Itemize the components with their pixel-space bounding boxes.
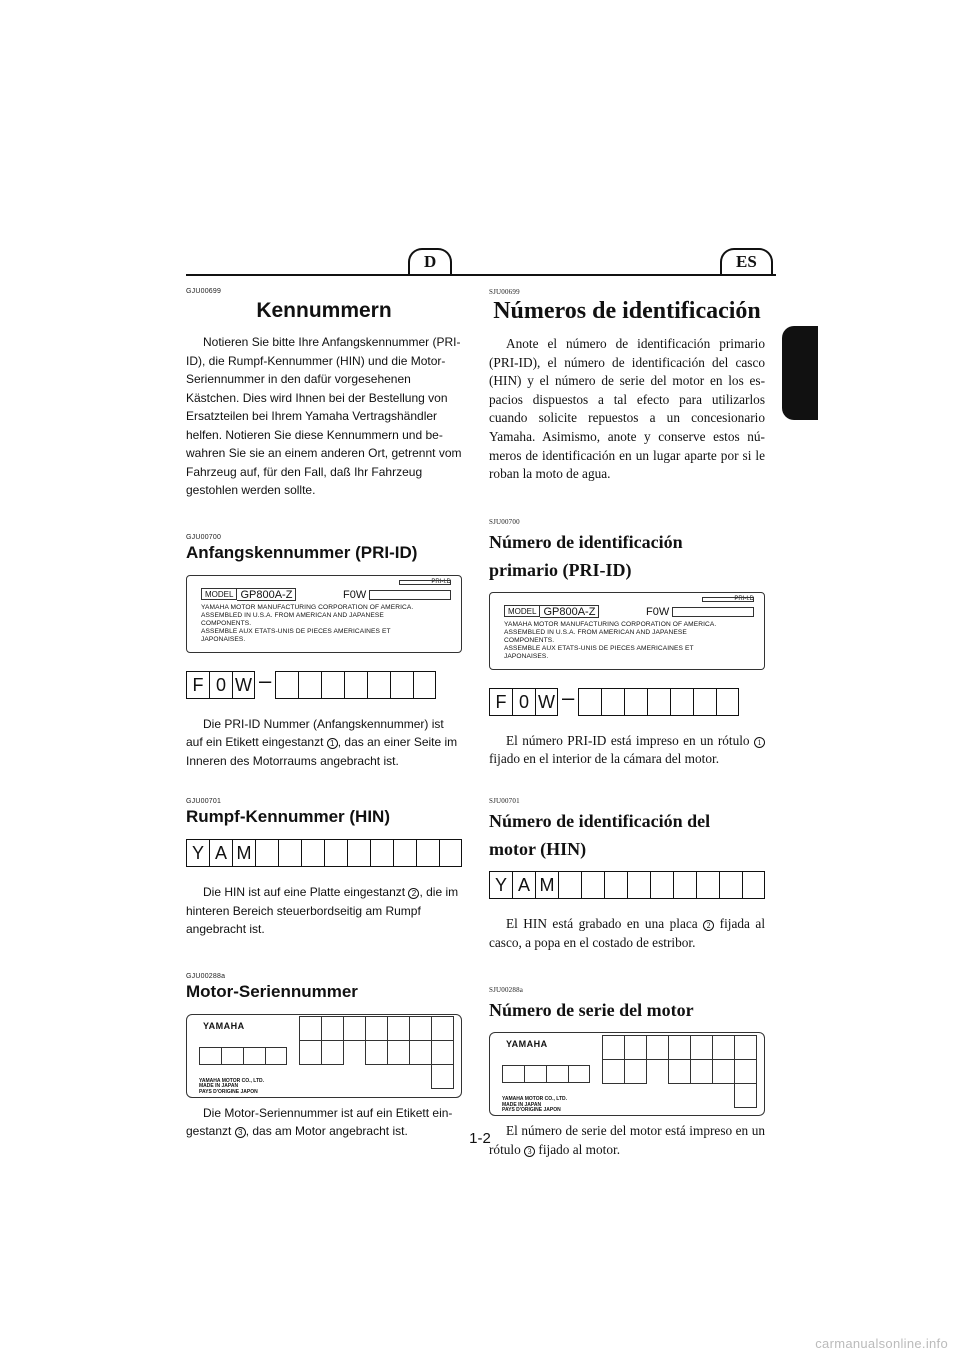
callout-number: 3 [235,1127,246,1138]
section-title-hin: Número de identificación del motor (HIN) [489,810,711,859]
pri-box-prefix: W [535,688,558,716]
engine-model-boxes [502,1065,590,1083]
hin-box-prefix: M [232,839,255,867]
hin-box-empty [742,871,765,899]
header-rule [186,274,776,276]
pri-box-empty [670,688,693,716]
column-german [186,288,462,1141]
section-code: SJU00699 [489,288,520,296]
pri-box-prefix: W [232,671,255,699]
fow-field [369,590,451,600]
hin-box-prefix: A [512,871,535,899]
fow-prefix: F0W [343,588,367,601]
engine-serial-paragraph: El número de serie del motor está impreso en un rótulo 3 fijado al motor. [489,1123,765,1157]
callout-number: 1 [754,737,765,748]
model-caption: MODEL [504,605,540,617]
pri-box-prefix: F [489,688,512,716]
model-value: GP800A-Z [237,588,296,601]
pri-id-paragraph: Die PRI-ID Nummer (Anfangskennummer) ist auf ein Etikett eingestanzt 1 , das an einer Seite im Inneren des Motorraums angebracht ist. [186,716,458,768]
hin-box-empty [347,839,370,867]
fow-field [672,607,754,617]
hin-box-empty [581,871,604,899]
section-code: GJU00701 [186,798,222,805]
callout-number: 2 [703,920,714,931]
hin-box-empty [324,839,347,867]
fow-prefix: F0W [646,605,670,618]
hin-box-empty [558,871,581,899]
hin-box-empty [278,839,301,867]
pri-box-empty [693,688,716,716]
pri-box-empty [578,688,601,716]
model-caption: MODEL [201,588,237,600]
pri-box-prefix: 0 [209,671,232,699]
pri-box-prefix: 0 [512,688,535,716]
pri-box-empty [647,688,670,716]
pri-box-empty [321,671,344,699]
engine-maker-text: YAMAHA MOTOR CO., LTD. MADE IN JAPAN PAYS D'ORIGINE JAPON [199,1077,264,1095]
hin-box-prefix: M [535,871,558,899]
yamaha-logo: YAMAHA [506,1039,548,1050]
pri-id-field [399,580,451,585]
engine-serial-plate [489,1032,765,1116]
engine-serial-paragraph: Die Motor-Seriennummer ist auf ein Etikett ein-gestanzt 3 , das am Motor angebracht ist. [186,1105,453,1138]
pri-box-prefix: F [186,671,209,699]
chapter-side-tab [782,326,818,420]
column-spanish [489,288,765,1159]
section-title-pri-id: Anfangskennummer (PRI-ID) [186,542,418,562]
pri-id-label-plate [489,592,765,670]
hin-box-empty [301,839,324,867]
engine-maker-text: YAMAHA MOTOR CO., LTD. MADE IN JAPAN PAYS D'ORIGINE JAPON [502,1096,567,1114]
hin-box-empty [604,871,627,899]
pri-box-empty [367,671,390,699]
hin-box-empty [627,871,650,899]
section-title-hin: Rumpf-Kennummer (HIN) [186,807,390,826]
manufacturer-text: YAMAHA MOTOR MANUFACTURING CORPORATION OF AMERICA. ASSEMBLED IN U.S.A. FROM AMERICAN AND JAPANESE COMPONENTS. ASSEMBLE AUX ETATS-UNIS DE PIECES AMERICAINES ET JAPONAISES. [504,620,717,660]
pri-id-caption: PRI-I.D [734,595,754,602]
engine-serial-plate [186,1014,462,1098]
hin-box-empty [255,839,278,867]
dash: – [562,684,575,710]
engine-serial-boxes [602,1035,756,1107]
intro-paragraph: Notieren Sie bitte Ihre Anfangskennummer (PRI-ID), die Rumpf-Kennummer (HIN) und die Motor-Seriennummer in den dafür vorgesehenen Kästchen. Dies wird Ihnen bei der Bestellung von Ersatzteilen bei Ihrem Yamaha Vertragshändler helfen. Notieren Sie diese Kennummern und be-wahren Sie sie an einem anderen Ort, getrennt vom Fahrzeug auf, für den Fall, daß Ihr Fahrzeug gestohlen werden sollte. [186,335,462,497]
engine-serial-boxes [299,1017,453,1089]
pri-box-empty [601,688,624,716]
intro-paragraph: Anote el número de identificación primario (PRI-ID), el número de identificación del casco (HIN) y el número de serie del motor en los es-pacios dispuestos a tal efecto para utilizarlos cuando solicite repuestos a un concesionario Yamaha. Asimismo, anote y conserve estos nú-meros de identificación en un lugar aparte por si le roban la moto de agua. [489,336,765,482]
pri-id-label-plate [186,575,462,653]
section-code: SJU00288a [489,986,524,995]
page-number: 1-2 [469,1130,491,1147]
pri-box-empty [344,671,367,699]
pri-id-boxes [489,684,765,716]
hin-box-empty [439,839,462,867]
pri-box-empty [624,688,647,716]
watermark: carmanualsonline.info [815,1336,948,1351]
callout-number: 1 [327,738,338,749]
callout-number: 2 [408,888,419,899]
hin-box-prefix: Y [186,839,209,867]
pri-id-boxes [186,667,462,699]
section-title-numeros: Números de identificación [493,298,761,324]
pri-box-empty [298,671,321,699]
pri-id-field [702,597,754,602]
section-title-kennummern: Kennummern [256,299,392,322]
section-title-engine-serial: Motor-Seriennummer [186,981,358,1001]
hin-box-empty [416,839,439,867]
hin-box-empty [393,839,416,867]
pri-id-caption: PRI-I.D [431,578,451,585]
language-tab-es: ES [720,248,773,274]
hin-box-prefix: Y [489,871,512,899]
section-title-pri-id: Número de identificación primario (PRI-ID) [489,531,683,580]
hin-boxes [186,839,462,867]
hin-box-empty [719,871,742,899]
dash: – [259,667,272,693]
pri-box-empty [413,671,436,699]
section-code: SJU00700 [489,517,520,526]
hin-box-empty [673,871,696,899]
language-tab-d: D [408,248,452,274]
manufacturer-text: YAMAHA MOTOR MANUFACTURING CORPORATION OF AMERICA. ASSEMBLED IN U.S.A. FROM AMERICAN AND JAPANESE COMPONENTS. ASSEMBLE AUX ETATS-UNIS DE PIECES AMERICAINES ET JAPONAISES. [201,603,414,643]
engine-model-boxes [199,1047,287,1065]
yamaha-logo: YAMAHA [203,1020,245,1031]
section-title-engine-serial: Número de serie del motor [489,1000,694,1021]
hin-box-prefix: A [209,839,232,867]
pri-box-empty [390,671,413,699]
pri-id-paragraph: El número PRI-ID está impreso en un rótulo 1 fijado en el interior de la cámara del motor. [489,732,765,769]
model-value: GP800A-Z [540,605,599,618]
section-code: GJU00700 [186,533,222,541]
section-code: GJU00288a [186,972,226,980]
hin-box-empty [696,871,719,899]
pri-box-empty [275,671,298,699]
callout-number: 3 [524,1146,535,1157]
section-code: SJU00701 [489,796,520,805]
hin-box-empty [370,839,393,867]
hin-box-empty [650,871,673,899]
pri-box-empty [716,688,739,716]
hin-paragraph: El HIN está grabado en una placa 2 fijada al casco, a popa en el costado de estribor. [489,915,766,950]
hin-boxes [489,871,765,899]
section-code: GJU00699 [186,288,222,295]
hin-paragraph: Die HIN ist auf eine Platte eingestanzt 2 , die im hinteren Bereich steuerbordseitig am Rumpf angebracht ist. [186,885,459,936]
